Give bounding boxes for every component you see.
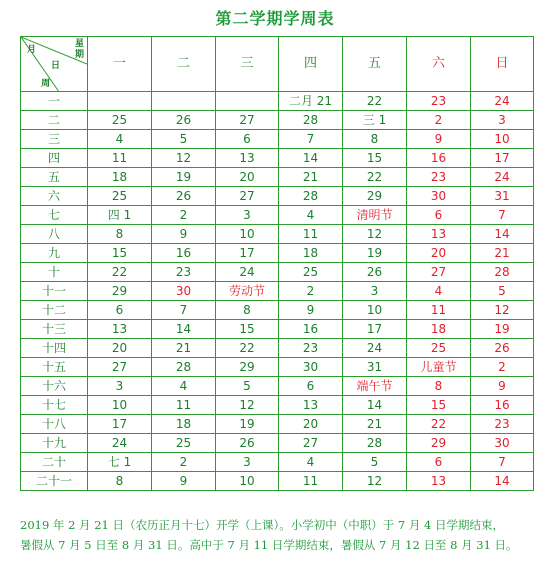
date-cell: 27 (216, 187, 279, 206)
corner-header (21, 37, 88, 92)
date-cell: 10 (88, 396, 152, 415)
date-cell: 四 1 (88, 206, 152, 225)
date-cell: 22 (216, 339, 279, 358)
date-cell: 4 (407, 282, 471, 301)
date-cell: 9 (279, 301, 343, 320)
date-cell: 5 (471, 282, 534, 301)
day-header-thu: 四 (279, 37, 343, 92)
date-cell: 23 (279, 339, 343, 358)
date-cell: 18 (88, 168, 152, 187)
date-cell: 27 (88, 358, 152, 377)
week-number-cell: 十八 (21, 415, 88, 434)
date-cell: 3 (216, 453, 279, 472)
table-row (21, 111, 534, 130)
footnote-line-2: 暑假从 7 月 5 日至 8 月 31 日。高中于 7 月 11 日学期结束，暑假从 7 月 12 日至 8 月 31 日。 (20, 538, 518, 552)
date-cell: 12 (343, 225, 407, 244)
date-cell: 24 (88, 434, 152, 453)
date-cell: 9 (407, 130, 471, 149)
date-cell: 20 (216, 168, 279, 187)
date-cell: 2 (471, 358, 534, 377)
table-row (21, 225, 534, 244)
week-number-cell: 十九 (21, 434, 88, 453)
table-row (21, 263, 534, 282)
date-cell: 16 (279, 320, 343, 339)
date-cell: 29 (407, 434, 471, 453)
date-cell: 7 (152, 301, 216, 320)
table-row (21, 434, 534, 453)
date-cell: 21 (152, 339, 216, 358)
date-cell: 14 (471, 225, 534, 244)
date-cell: 8 (343, 130, 407, 149)
date-cell: 4 (152, 377, 216, 396)
date-cell: 18 (407, 320, 471, 339)
week-number-cell: 六 (21, 187, 88, 206)
date-cell: 22 (88, 263, 152, 282)
date-cell: 12 (152, 149, 216, 168)
day-header-tue: 二 (152, 37, 216, 92)
date-cell: 2 (152, 206, 216, 225)
table-row (21, 282, 534, 301)
date-cell: 28 (152, 358, 216, 377)
date-cell: 4 (279, 453, 343, 472)
date-cell: 10 (471, 130, 534, 149)
date-cell: 12 (471, 301, 534, 320)
table-row (21, 396, 534, 415)
date-cell: 20 (88, 339, 152, 358)
date-cell: 30 (279, 358, 343, 377)
date-cell: 10 (216, 225, 279, 244)
date-cell: 15 (407, 396, 471, 415)
date-cell: 20 (407, 244, 471, 263)
corner-xing-label: 星 (74, 39, 84, 49)
date-cell: 29 (216, 358, 279, 377)
date-cell: 25 (88, 111, 152, 130)
date-cell: 13 (407, 472, 471, 491)
date-cell: 17 (343, 320, 407, 339)
semester-footnote (20, 515, 535, 555)
date-cell: 11 (152, 396, 216, 415)
date-cell: 4 (279, 206, 343, 225)
date-cell: 19 (216, 415, 279, 434)
date-cell: 13 (279, 396, 343, 415)
date-cell: 22 (343, 92, 407, 111)
table-row (21, 339, 534, 358)
corner-month-label: 月 (27, 45, 37, 55)
date-cell: 25 (279, 263, 343, 282)
date-cell: 21 (471, 244, 534, 263)
date-cell: 11 (279, 225, 343, 244)
week-number-cell: 七 (21, 206, 88, 225)
table-row (21, 301, 534, 320)
day-header-fri: 五 (343, 37, 407, 92)
table-row (21, 453, 534, 472)
date-cell: 12 (343, 472, 407, 491)
date-cell: 5 (343, 453, 407, 472)
date-cell: 29 (343, 187, 407, 206)
week-number-cell: 二十 (21, 453, 88, 472)
date-cell: 23 (407, 92, 471, 111)
date-cell: 9 (471, 377, 534, 396)
date-cell: 5 (152, 130, 216, 149)
table-row (21, 358, 534, 377)
date-cell: 七 1 (88, 453, 152, 472)
corner-qi-label: 期 (74, 50, 84, 60)
date-cell: 31 (471, 187, 534, 206)
date-cell: 23 (152, 263, 216, 282)
date-cell: 12 (216, 396, 279, 415)
date-cell: 7 (279, 130, 343, 149)
date-cell: 22 (407, 415, 471, 434)
date-cell: 28 (343, 434, 407, 453)
date-cell: 31 (343, 358, 407, 377)
table-row (21, 320, 534, 339)
week-number-cell: 十一 (21, 282, 88, 301)
week-number-cell: 十五 (21, 358, 88, 377)
date-cell: 29 (88, 282, 152, 301)
week-number-cell: 十三 (21, 320, 88, 339)
date-cell: 30 (471, 434, 534, 453)
date-cell: 26 (343, 263, 407, 282)
date-cell: 24 (471, 92, 534, 111)
date-cell (152, 92, 216, 111)
week-number-cell: 九 (21, 244, 88, 263)
date-cell: 25 (407, 339, 471, 358)
date-cell: 14 (343, 396, 407, 415)
date-cell: 端午节 (343, 377, 407, 396)
date-cell: 3 (471, 111, 534, 130)
day-header-sat: 六 (407, 37, 471, 92)
date-cell: 6 (407, 453, 471, 472)
table-row (21, 187, 534, 206)
date-cell: 13 (216, 149, 279, 168)
calendar-body (21, 92, 534, 491)
date-cell: 13 (88, 320, 152, 339)
date-cell: 3 (88, 377, 152, 396)
table-row (21, 472, 534, 491)
date-cell: 15 (216, 320, 279, 339)
week-number-cell: 十六 (21, 377, 88, 396)
date-cell: 5 (216, 377, 279, 396)
date-cell: 11 (407, 301, 471, 320)
date-cell (216, 92, 279, 111)
date-cell: 27 (279, 434, 343, 453)
table-row (21, 415, 534, 434)
table-row (21, 206, 534, 225)
date-cell: 10 (216, 472, 279, 491)
week-number-cell: 一 (21, 92, 88, 111)
week-number-cell: 四 (21, 149, 88, 168)
day-header-mon: 一 (88, 37, 152, 92)
week-number-cell: 三 (21, 130, 88, 149)
date-cell: 8 (88, 225, 152, 244)
date-cell: 清明节 (343, 206, 407, 225)
date-cell: 27 (407, 263, 471, 282)
date-cell: 22 (343, 168, 407, 187)
date-cell: 6 (279, 377, 343, 396)
week-calendar-table (20, 36, 534, 491)
date-cell: 25 (152, 434, 216, 453)
date-cell: 21 (343, 415, 407, 434)
day-header-wed: 三 (216, 37, 279, 92)
date-cell: 26 (216, 434, 279, 453)
page-title: 第二学期学周表 (215, 9, 335, 28)
date-cell: 23 (407, 168, 471, 187)
date-cell: 11 (88, 149, 152, 168)
date-cell: 3 (216, 206, 279, 225)
date-cell: 9 (152, 472, 216, 491)
week-number-cell: 二十一 (21, 472, 88, 491)
date-cell: 3 (343, 282, 407, 301)
table-row (21, 92, 534, 111)
week-number-cell: 十七 (21, 396, 88, 415)
date-cell: 28 (279, 111, 343, 130)
date-cell: 30 (407, 187, 471, 206)
corner-week-label: 周 (41, 79, 51, 89)
corner-day-label: 日 (51, 61, 61, 71)
date-cell: 21 (279, 168, 343, 187)
week-number-cell: 十四 (21, 339, 88, 358)
date-cell: 19 (471, 320, 534, 339)
date-cell: 27 (216, 111, 279, 130)
date-cell: 8 (88, 472, 152, 491)
week-number-cell: 十二 (21, 301, 88, 320)
date-cell: 13 (407, 225, 471, 244)
date-cell: 26 (471, 339, 534, 358)
table-row (21, 244, 534, 263)
week-number-cell: 八 (21, 225, 88, 244)
week-number-cell: 十 (21, 263, 88, 282)
date-cell: 24 (216, 263, 279, 282)
date-cell: 19 (152, 168, 216, 187)
date-cell: 2 (407, 111, 471, 130)
date-cell: 三 1 (343, 111, 407, 130)
date-cell: 19 (343, 244, 407, 263)
date-cell: 7 (471, 206, 534, 225)
date-cell: 8 (216, 301, 279, 320)
date-cell: 9 (152, 225, 216, 244)
date-cell: 18 (152, 415, 216, 434)
date-cell: 26 (152, 187, 216, 206)
date-cell: 10 (343, 301, 407, 320)
week-number-cell: 五 (21, 168, 88, 187)
date-cell: 17 (471, 149, 534, 168)
date-cell: 14 (152, 320, 216, 339)
day-header-sun: 日 (471, 37, 534, 92)
date-cell: 17 (88, 415, 152, 434)
date-cell: 26 (152, 111, 216, 130)
date-cell: 4 (88, 130, 152, 149)
date-cell: 儿童节 (407, 358, 471, 377)
date-cell: 二月 21 (279, 92, 343, 111)
date-cell: 15 (343, 149, 407, 168)
date-cell: 14 (471, 472, 534, 491)
date-cell: 7 (471, 453, 534, 472)
date-cell: 23 (471, 415, 534, 434)
date-cell: 2 (152, 453, 216, 472)
date-cell: 14 (279, 149, 343, 168)
date-cell: 17 (216, 244, 279, 263)
date-cell: 16 (471, 396, 534, 415)
week-number-cell: 二 (21, 111, 88, 130)
date-cell: 8 (407, 377, 471, 396)
table-row (21, 377, 534, 396)
date-cell: 20 (279, 415, 343, 434)
date-cell: 劳动节 (216, 282, 279, 301)
date-cell: 2 (279, 282, 343, 301)
date-cell (88, 92, 152, 111)
header-row (21, 37, 534, 92)
date-cell: 25 (88, 187, 152, 206)
date-cell: 6 (88, 301, 152, 320)
date-cell: 16 (407, 149, 471, 168)
date-cell: 6 (216, 130, 279, 149)
date-cell: 28 (471, 263, 534, 282)
date-cell: 18 (279, 244, 343, 263)
date-cell: 24 (343, 339, 407, 358)
date-cell: 28 (279, 187, 343, 206)
date-cell: 11 (279, 472, 343, 491)
footnote-line-1: 2019 年 2 月 21 日（农历正月十七）开学（上课）。小学初中（中职）于 7 月 4 日学期结束， (20, 518, 504, 532)
table-row (21, 149, 534, 168)
date-cell: 30 (152, 282, 216, 301)
table-row (21, 168, 534, 187)
date-cell: 6 (407, 206, 471, 225)
table-row (21, 130, 534, 149)
date-cell: 16 (152, 244, 216, 263)
date-cell: 15 (88, 244, 152, 263)
date-cell: 24 (471, 168, 534, 187)
